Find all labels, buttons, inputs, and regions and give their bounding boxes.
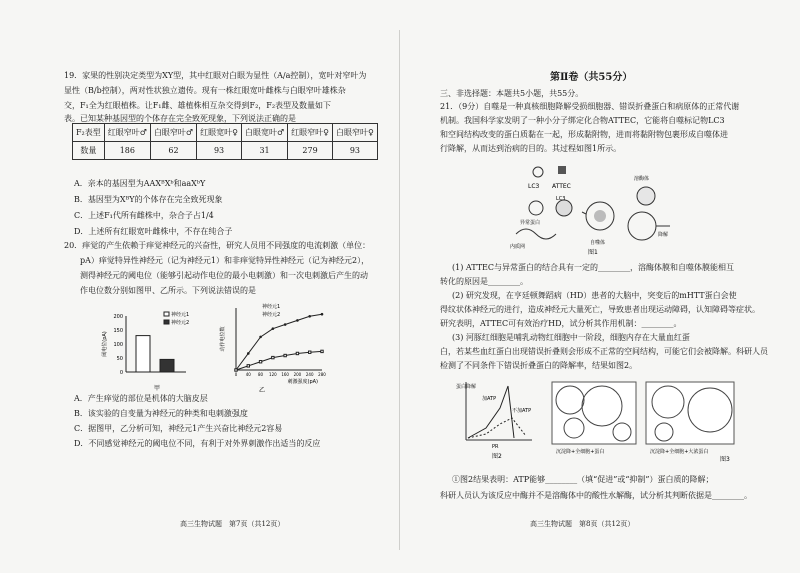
q19-option-c: C．上述F₁代所有雌株中，杂合子占1/4 (74, 211, 214, 220)
fig2-ylabel: 蛋白降解 (456, 384, 477, 390)
chart-yi-point (321, 313, 324, 316)
q19-line1: 19．家果的性别决定类型为XY型，其中红眼对白眼为显性（A/a控制），宽叶对窄叶为 (64, 71, 367, 80)
q21-part3-question2: 科研人员认为该反应中酶并不是溶酶体中的酸性水解酶，试分析其判断依据是________。 (440, 491, 752, 500)
chart-yi-legend-label: 神经元1 (262, 304, 281, 310)
fig1-label: LC3 (528, 183, 540, 190)
q20-line4: 作电位数分别如图甲、乙所示。下列说法错误的是 (80, 286, 256, 295)
chart-yi-tick-label: 120 (269, 372, 277, 377)
table-cell: 279 (288, 142, 333, 160)
q21-part2-a: (2) 研究发现，在亨廷顿舞蹈病（HD）患者的大脑中，突变后的mHTT蛋白会使 (452, 291, 737, 300)
table-row (73, 142, 378, 160)
chart-yi-point (284, 354, 286, 356)
fig2-caption: 图2 (492, 453, 502, 460)
chart-jia-tick-label: 50 (116, 356, 123, 362)
q20-line1: 20．痒觉的产生依赖于痒觉神经元的兴奋性，研究人员用不同强度的电流刺激（单位： (64, 241, 371, 250)
table-header: 白眼窄叶♀ (333, 124, 378, 142)
q19-line2: 显性（B/b控制），两对性状独立遗传。现有一株红眼宽叶雌株与白眼窄叶雄株杂 (64, 86, 346, 95)
q20-option-d: D．不同感觉神经元的阈电位不同，有利于对外界刺激作出适当的反应 (74, 439, 321, 448)
right-page (400, 0, 800, 573)
table-cell: 62 (150, 142, 196, 160)
chart-jia-legend-swatch (164, 320, 169, 324)
table-row-label: 数量 (73, 142, 105, 160)
q19-option-a: A．亲本的基因型为AAXᴮXᵇ和aaXᵇY (74, 179, 206, 188)
table-cell: 186 (104, 142, 150, 160)
chart-yi-point (296, 319, 299, 322)
q19-line3: 交，F₁全为红眼植株。让F₁雌、雄植株相互杂交得到F₂，F₂表型及数量如下 (64, 101, 332, 110)
table-header: 白眼宽叶♂ (241, 124, 287, 142)
q20-option-b: B．该实验的自变量为神经元的种类和电刺激强度 (74, 409, 248, 418)
chart-yi-tick-label: 200 (293, 372, 302, 377)
chart-yi-point (321, 350, 323, 352)
chart-yi-point (259, 336, 262, 339)
er-membrane (516, 229, 556, 239)
figure-2-chart (456, 378, 536, 460)
fig1-label: 溶酶体 (634, 176, 650, 182)
chart-yi-point (235, 369, 237, 371)
chart-jia-tick-label: 0 (119, 370, 123, 376)
abnormal-protein-icon (529, 201, 543, 215)
chart-jia-bar (136, 336, 150, 372)
chart-jia-legend-label: 神经元1 (171, 312, 190, 318)
q21-line2: 机制。我国科学家发明了一种小分子绑定化合物ATTEC，它能将自噬标记物LC3 (440, 116, 725, 125)
table-header: 红眼宽叶♀ (197, 124, 242, 142)
chart-yi-xlabel: 刺激强度(pA) (287, 379, 318, 385)
chart-jia (100, 306, 210, 396)
fig1-label: 自噬体 (590, 240, 606, 246)
chart-yi-point (308, 315, 311, 318)
q20-line2: pA）痒觉特异性神经元（记为神经元1）和非痒觉特异性神经元（记为神经元2）， (80, 256, 370, 265)
fig1-label: 异常蛋白 (520, 220, 541, 226)
fig1-label: ATTEC (552, 183, 571, 190)
q21-line4: 行降解，从而达到治病的目的。其过程如图1所示。 (440, 144, 622, 153)
fig1-label: 降解 (658, 232, 669, 238)
q21-part1-b: 转化的原因是________。 (440, 277, 528, 286)
fig2-legend: 加ATP (482, 396, 497, 402)
fig3-caption: 图3 (720, 456, 730, 462)
q19-option-d: D．上述所有红眼宽叶雌株中，不存在纯合子 (74, 227, 233, 236)
chart-yi (218, 300, 328, 396)
chart-jia-ylabel: 阈电位(pA) (102, 331, 108, 357)
chart-yi-tick-label: 240 (305, 372, 314, 377)
q20-option-c: C．据图甲，乙分析可知，神经元1产生兴奋比神经元2容易 (74, 424, 283, 433)
table-header: 红眼窄叶♂ (104, 124, 150, 142)
arrow (582, 212, 586, 214)
table-cell: 93 (333, 142, 378, 160)
chart-jia-legend-label: 神经元2 (171, 320, 190, 326)
chart-yi-tick-label: 0 (234, 372, 238, 377)
fig1-label: LC3 (556, 196, 566, 202)
chart-jia-legend-swatch (164, 312, 169, 316)
chart-yi-point (247, 352, 250, 355)
chart-yi-ylabel: 动作电位数 (220, 326, 226, 352)
section-note: 三、非选择题：本题共5小题，共55分。 (440, 89, 584, 98)
table-cell: 31 (241, 142, 287, 160)
lysosome-icon (637, 187, 655, 205)
figure-1-autophagy-diagram (508, 156, 678, 256)
q19-option-b: B．基因型为XᴮY的个体存在完全致死现象 (74, 195, 223, 204)
fig3-panel-label: 沉淀降+全细胞+大浓蛋白 (650, 449, 709, 455)
attec-icon (558, 166, 566, 174)
chart-jia-bar (160, 359, 174, 372)
fig2-xlabel: PR (492, 444, 499, 450)
q20-option-a: A．产生痒觉的部位是机体的大脑皮层 (74, 394, 208, 403)
autolysosome-icon (628, 212, 656, 240)
chart-yi-point (296, 352, 298, 354)
q21-part3-b: 白，若某些血红蛋白出现错误折叠则会形成不正常的空间结构，可能它们会被降解。科研人员 (440, 347, 768, 356)
lc3-icon (533, 167, 543, 177)
table-header-row (73, 124, 378, 142)
q21-part3-a: (3) 河豚红细胞是哺乳动物红细胞中一阶段，细胞内存在大量血红蛋 (452, 333, 690, 342)
chart-jia-title: 甲 (154, 385, 161, 392)
chart-jia-tick-label: 150 (113, 328, 123, 334)
cargo-icon (594, 210, 606, 222)
chart-yi-point (309, 351, 311, 353)
chart-yi-point (284, 323, 287, 326)
chart-yi-point (259, 361, 261, 363)
table-header: 红眼窄叶♀ (288, 124, 333, 142)
adhesion-icon (556, 200, 572, 216)
fig2-series-no-atp (468, 418, 526, 438)
q21-part2-c: 研究表明，ATTEC可有效治疗HD，试分析其作用机制：________。 (440, 319, 682, 328)
chart-jia-tick-label: 100 (113, 342, 123, 348)
table-header: F₂表型 (73, 124, 105, 142)
fig3-panel-label: 沉淀降+全细胞+蛋白 (556, 449, 605, 455)
chart-yi-tick-label: 80 (258, 372, 264, 377)
left-footer: 高三生物试题 第7页（共12页） (180, 520, 285, 528)
chart-jia-tick-label: 200 (113, 314, 123, 320)
right-footer: 高三生物试题 第8页（共12页） (530, 520, 635, 528)
q20-line3: 测得神经元的阈电位（能够引起动作电位的最小电刺激）和一次电刺激后产生的动 (80, 271, 368, 280)
figure-3-micrographs (550, 380, 740, 462)
q21-part2-b: 得纹状体神经元的进行，造成神经元大量死亡，导致患者出现运动障碍，认知障碍等症状。 (440, 305, 760, 314)
chart-yi-tick-label: 280 (318, 372, 326, 377)
q21-line1: 21．（9分）自噬是一种真核细胞降解受损细胞器、错误折叠蛋白和病原体的正常代谢 (440, 102, 740, 111)
chart-yi-point (247, 365, 249, 367)
table-cell: 93 (197, 142, 242, 160)
section-title: 第Ⅱ卷（共55分） (550, 72, 633, 83)
q21-part1-a: (1) ATTEC与异常蛋白的结合具有一定的________，溶酶体膜和自噬体膜能相互 (452, 263, 734, 272)
q19-line4: 表。已知某种基因型的个体存在完全致死现象，下列说法正确的是 (64, 114, 296, 123)
chart-yi-point (272, 356, 274, 358)
f2-table (72, 123, 378, 160)
chart-yi-title: 乙 (259, 387, 266, 394)
chart-yi-series-line (236, 314, 322, 370)
fig2-legend: 不加ATP (512, 408, 532, 414)
q21-part3-c: 检测了不同条件下错误折叠蛋白的降解率，结果如图2。 (440, 361, 638, 370)
chart-yi-legend-label: 神经元2 (262, 312, 281, 318)
q21-line3: 和空间结构改变的蛋白质黏在一起，形成黏附物，进而将黏附物包裹形成自噬体进 (440, 130, 728, 139)
chart-yi-tick-label: 160 (281, 372, 289, 377)
chart-yi-tick-label: 40 (245, 372, 251, 377)
fig1-caption: 图1 (588, 249, 598, 256)
chart-yi-point (272, 327, 275, 330)
fig1-label: 内质网 (510, 244, 526, 250)
table-header: 白眼窄叶♂ (150, 124, 196, 142)
q21-part3-question1: ①图2结果表明：ATP能够________（填“促进”或“抑制”）蛋白质的降解； (452, 475, 714, 484)
